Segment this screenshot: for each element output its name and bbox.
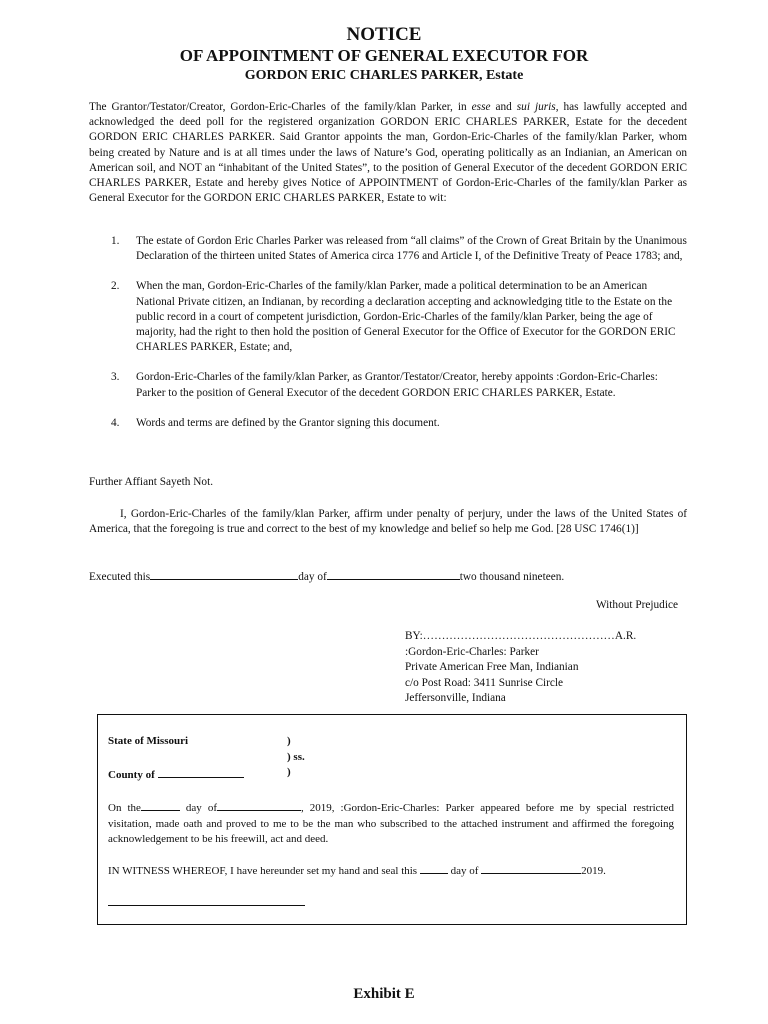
signer-address-line2: Jeffersonville, Indiana xyxy=(405,692,506,705)
list-item xyxy=(89,234,687,264)
executed-day-blank xyxy=(150,568,298,580)
list-item-text: When the man, Gordon-Eric-Charles of the family/klan Parker, made a political determination to be an American National Private citizen, an Indianan, by recording a declaration accepting and acknowledging title to the Estate on the public record in a court of competent jurisdiction, Gordon-Eric-Charles of the family/klan Parker, being the age of majority, had the right to then hold the position of General Executor for the Office of Executor for the GORDON ERIC CHARLES PARKER, Estate; and, xyxy=(136,280,676,354)
executed-line: Executed this day of two thousand nineteen. xyxy=(89,568,564,583)
notary-statement: On the day of , 2019, :Gordon-Eric-Charles: Parker appeared before me by special restricted visitation, made oath and proved to me to be the man who subscribed to the attached instrument and affirmed the foregoing acknowledgement to be his freewill, act and deed. xyxy=(108,799,674,848)
list-item-text: Gordon-Eric-Charles of the family/klan Parker, as Grantor/Testator/Creator, hereby appoints :Gordon-Eric-Charles: Parker to the position of General Executor of the decedent GORDON ERIC CHARLES PARKER, Estate. xyxy=(136,371,658,399)
list-item xyxy=(89,370,687,400)
witness-day-blank xyxy=(420,862,448,874)
list-item-number: 3. xyxy=(111,371,120,384)
signer-address-line1: c/o Post Road: 3411 Sunrise Circle xyxy=(405,676,564,689)
witness-month-blank xyxy=(481,862,581,874)
list-item-text: The estate of Gordon Eric Charles Parker was released from “all claims” of the Crown of Great Britain by the Unanimous Declaration of the thirteen united States of America circa 1776 and Article I, of the Definitive Treaty of Peace 1783; and, xyxy=(136,235,687,263)
notary-day-blank xyxy=(141,799,180,811)
notary-acknowledgement-box xyxy=(97,714,687,925)
document-subtitle: OF APPOINTMENT OF GENERAL EXECUTOR FOR xyxy=(179,46,589,65)
estate-name-heading: GORDON ERIC CHARLES PARKER, Estate xyxy=(244,68,524,83)
esse-term: esse xyxy=(471,101,491,113)
notary-state-label: State of Missouri xyxy=(108,735,189,747)
without-prejudice: Without Prejudice xyxy=(595,599,678,611)
notary-month-blank xyxy=(217,799,301,811)
document-title: NOTICE xyxy=(346,24,422,45)
county-blank xyxy=(158,766,244,778)
sui-juris-term: sui juris xyxy=(516,101,556,113)
notary-paren: ) xyxy=(287,735,291,747)
list-item-text: Words and terms are defined by the Grantor signing this document. xyxy=(136,416,440,429)
notary-ss: ) ss. xyxy=(287,751,305,763)
list-item xyxy=(89,279,687,355)
intro-paragraph: The Grantor/Testator/Creator, Gordon-Eric-Charles of the family/klan Parker, in esse and sui juris, has lawfully accepted and acknowledged the deed poll for the registered organization GORDON ERIC CHARLES PARKER, Estate for the decedent GORDON ERIC CHARLES PARKER. Said Grantor appoints the man, Gordon-Eric-Charles of the family/klan Parker, whom being created by Nature and is at all times under the laws of Nature’s God, operating politically as an Indianian, an American on American soil, and NOT an “inhabitant of the United States”, to the position of General Executor of the decedent GORDON ERIC CHARLES PARKER, Estate and hereby gives Notice of APPOINTMENT of Gordon-Eric-Charles of the family/klan Parker as General Executor for the GORDON ERIC CHARLES PARKER, Estate to wit: xyxy=(89,101,687,205)
affirmation-paragraph: I, Gordon-Eric-Charles of the family/klan Parker, affirm under penalty of perjury, under the laws of the United States of America, that the foregoing is true and correct to the best of my knowledge and belief so help me God. [28 USC 1746(1)] xyxy=(89,508,687,536)
notary-paren: ) xyxy=(287,766,291,778)
further-affiant-line: Further Affiant Sayeth Not. xyxy=(89,476,214,488)
list-item-number: 4. xyxy=(111,416,120,429)
numbered-list xyxy=(89,234,687,446)
notary-signature-line xyxy=(108,905,305,906)
exhibit-label: Exhibit E xyxy=(353,986,415,1002)
executed-month-blank xyxy=(327,568,460,580)
signer-name: :Gordon-Eric-Charles: Parker xyxy=(405,645,539,658)
list-item-number: 1. xyxy=(111,235,120,247)
notary-county-line: County of xyxy=(108,766,244,781)
list-item-number: 2. xyxy=(111,280,120,293)
witness-statement: IN WITNESS WHEREOF, I have hereunder set my hand and seal this day of 2019. xyxy=(108,862,674,880)
signature-block xyxy=(405,629,636,707)
signature-by-line: BY:……………………………………………A.R. xyxy=(405,630,637,642)
signer-title: Private American Free Man, Indianian xyxy=(405,661,579,674)
list-item xyxy=(89,416,687,431)
